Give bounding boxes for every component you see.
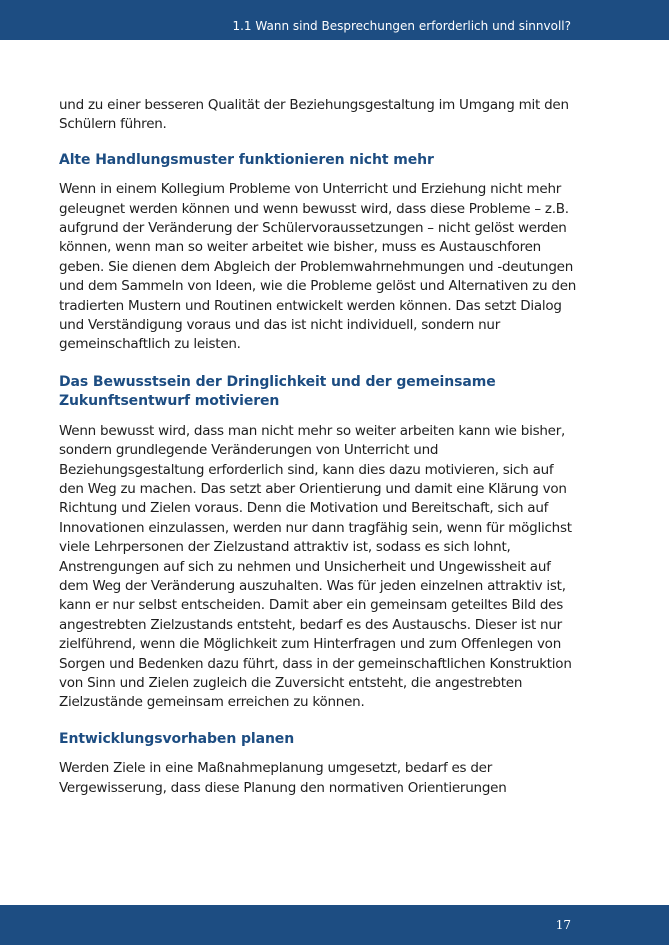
section-paragraph-bewusstsein: Wenn bewusst wird, dass man nicht mehr so weiter arbeiten kann wie bisher, sondern grundlegende Veränderungen von Unterricht und Beziehungsgestaltung erforderlich sind, kann dies dazu motivieren, sich auf den Weg zu machen. Das setzt aber Orientierung und damit eine Klärung von Richtung und Zielen voraus. Denn die Motivation und Bereitschaft, sich auf Innovationen einzulassen, werden nur dann tragfähig sein, wenn für möglichst viele Lehrpersonen der Zielzustand attraktiv ist, sodass es sich lohnt, Anstrengungen auf sich zu nehmen und Unsicherheit und Ungewissheit auf dem Weg der Veränderung auszuhalten. Was für jeden einzelnen attraktiv ist, kann er nur selbst entscheiden. Damit aber ein gemeinsam geteiltes Bild des angestrebten Zielzustands entsteht, bedarf es des Austauschs. Dieser ist nur zielführend, wenn die Möglichkeit zum Hinterfragen und zum Offenlegen von Sorgen und Bedenken dazu führt, dass in der gemeinschaftlichen Konstruktion von Sinn und Zielen zugleich die Zuversicht entsteht, die angestrebten Zielzustände gemeinsam erreichen zu können.	[59, 422, 572, 711]
section-paragraph-entwicklungsvorhaben: Werden Ziele in eine Maßnahmeplanung umgesetzt, bedarf es der Vergewisserung, dass diese Planung den normativen Orientierungen	[59, 760, 507, 796]
footer-bar	[0, 905, 669, 945]
section-paragraph-alte-handlungsmuster: Wenn in einem Kollegium Probleme von Unterricht und Erziehung nicht mehr geleugnet werden können und wenn bewusst wird, dass diese Probleme – z.B. aufgrund der Veränderung der Schülervoraussetzungen – nicht gelöst werden können, wenn man so weiter arbeitet wie bisher, muss es Austauschforen geben. Sie dienen dem Abgleich der Problemwahrnehmungen und -deutungen und dem Sammeln von Ideen, wie die Probleme gelöst und Alternativen zu den tradierten Mustern und Routinen entwickelt werden können. Das setzt Dialog und Verständigung voraus und das ist nicht individuell, sondern nur gemeinschaftlich zu leisten.	[59, 181, 577, 353]
running-head: 1.1 Wann sind Besprechungen erforderlich und sinnvoll?	[232, 19, 571, 33]
section-heading-entwicklungsvorhaben: Entwicklungsvorhaben planen	[59, 730, 295, 747]
header-bar	[0, 0, 669, 40]
section-heading-alte-handlungsmuster: Alte Handlungsmuster funktionieren nicht mehr	[59, 151, 434, 168]
intro-paragraph: und zu einer besseren Qualität der Beziehungsgestaltung im Umgang mit den Schülern führen.	[59, 97, 569, 133]
section-heading-bewusstsein: Das Bewusstsein der Dringlichkeit und der gemeinsame Zukunftsentwurf motivieren	[59, 373, 496, 410]
page-body	[59, 96, 579, 798]
page-number: 17	[555, 918, 571, 932]
